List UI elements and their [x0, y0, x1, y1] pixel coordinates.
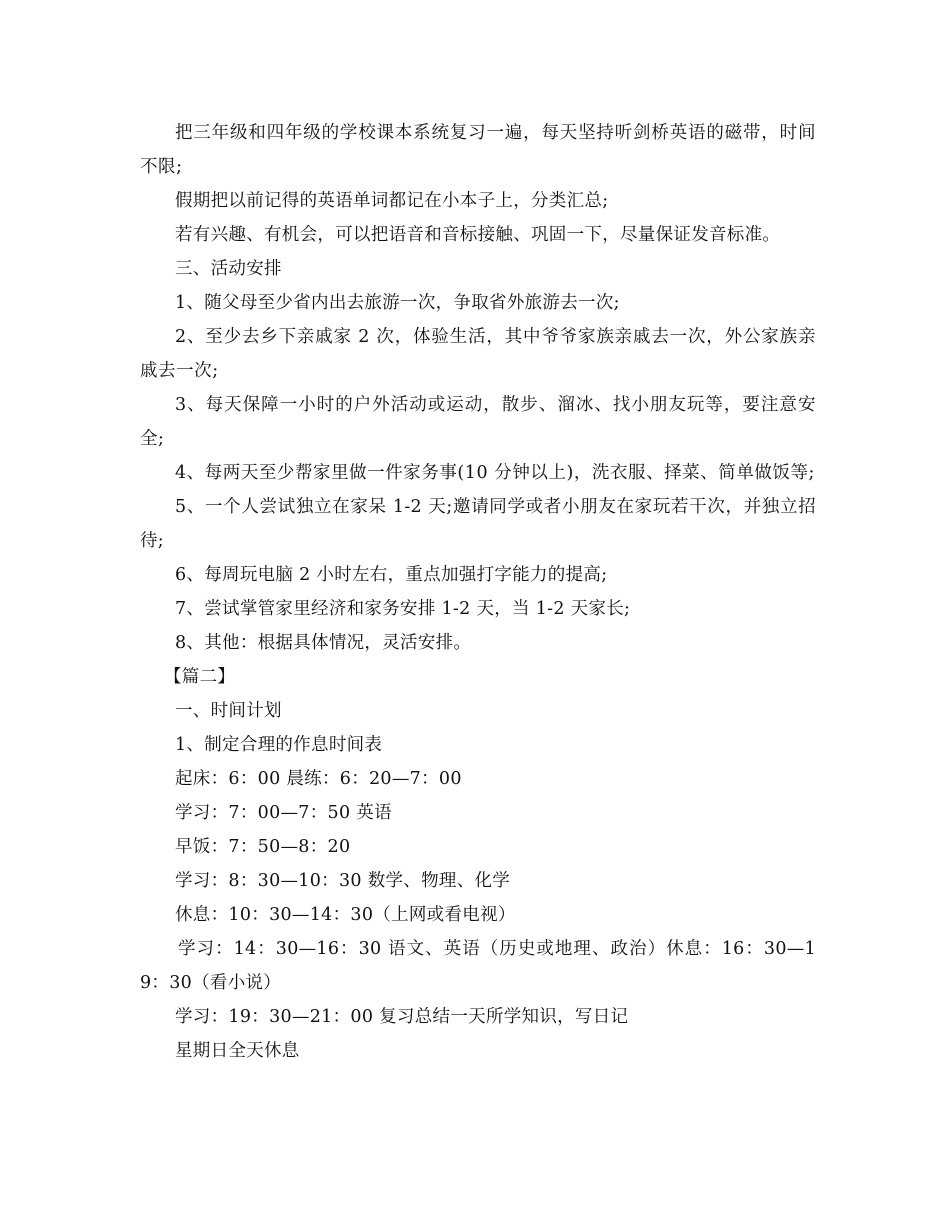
list-item-stay-home-alone: 5、一个人尝试独立在家呆 1-2 天;邀请同学或者小朋友在家玩若干次，并独立招待; [140, 497, 816, 551]
schedule-study-english: 学习：7：00—7：50 英语 [175, 803, 392, 823]
schedule-study-science: 学习：8：30—10：30 数学、物理、化学 [175, 871, 511, 891]
paragraph-review-textbooks: 把三年级和四年级的学校课本系统复习一遍，每天坚持听剑桥英语的磁带，时间不限; [140, 123, 816, 177]
schedule-wake-up: 起床：6：00 晨练：6：20—7：00 [175, 769, 462, 789]
subheading-schedule: 1、制定合理的作息时间表 [175, 735, 383, 755]
section-heading-time-plan: 一、时间计划 [175, 701, 282, 721]
schedule-sunday-rest: 星期日全天休息 [175, 1041, 300, 1061]
schedule-rest-midday: 休息：10：30—14：30（上网或看电视） [175, 905, 516, 925]
list-item-outdoor-activity: 3、每天保障一小时的户外活动或运动，散步、溜冰、找小朋友玩等，要注意安全; [140, 395, 816, 449]
document-body [140, 116, 816, 1068]
list-item-computer-time: 6、每周玩电脑 2 小时左右，重点加强打字能力的提高; [175, 565, 608, 585]
schedule-study-evening: 学习：19：30—21：00 复习总结一天所学知识，写日记 [175, 1007, 629, 1027]
list-item-family-economy: 7、尝试掌管家里经济和家务安排 1-2 天，当 1-2 天家长; [175, 599, 631, 619]
list-item-other: 8、其他：根据具体情况，灵活安排。 [175, 633, 472, 653]
section-heading-activities: 三、活动安排 [175, 259, 282, 279]
paragraph-english-words: 假期把以前记得的英语单词都记在小本子上，分类汇总; [175, 191, 609, 211]
list-item-visit-relatives: 2、至少去乡下亲戚家 2 次，体验生活，其中爷爷家族亲戚去一次，外公家族亲戚去一次; [140, 327, 816, 381]
schedule-breakfast: 早饭：7：50—8：20 [175, 837, 351, 857]
list-item-housework: 4、每两天至少帮家里做一件家务事(10 分钟以上)，洗衣服、择菜、简单做饭等; [175, 463, 815, 483]
paragraph-phonetics: 若有兴趣、有机会，可以把语音和音标接触、巩固一下，尽量保证发音标准。 [175, 225, 781, 245]
part-heading-two: 【篇二】 [164, 667, 236, 687]
list-item-travel: 1、随父母至少省内出去旅游一次，争取省外旅游去一次; [175, 293, 620, 313]
schedule-study-afternoon: 学习：14：30—16：30 语文、英语（历史或地理、政治）休息：16：30—19：30（看小说） [140, 939, 816, 993]
